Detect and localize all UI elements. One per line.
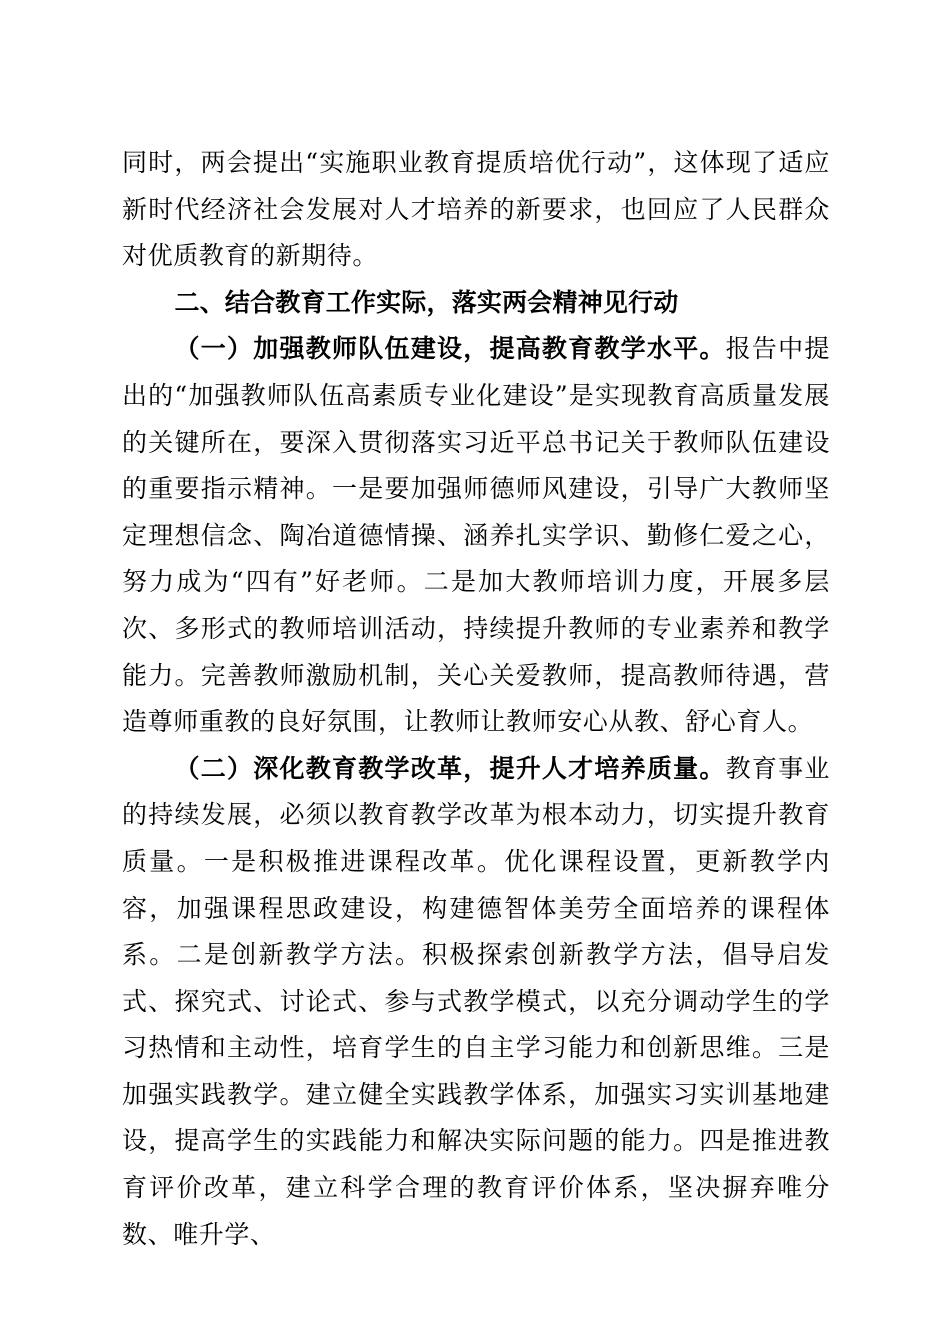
section-2-lead: （二）深化教育教学改革，提升人才培养质量。 — [174, 753, 726, 783]
section-heading: 二、结合教育工作实际，落实两会精神见行动 — [174, 287, 679, 317]
paragraph-intro: 同时，两会提出“实施职业教育提质培优行动”，这体现了适应新时代经济社会发展对人才培养的新要求，也回应了人民群众对优质教育的新期待。 — [122, 148, 830, 271]
paragraph-section-1 — [122, 326, 830, 745]
paragraph-section-2 — [122, 746, 830, 1259]
section-1-body: 报告中提出的“加强教师队伍高素质专业化建设”是实现教育高质量发展的关键所在，要深入贯彻落实习近平总书记关于教师队伍建设的重要指示精神。一是要加强师德师风建设，引导广大教师坚定理想信念、陶冶道德情操、涵养扎实学识、勤修仁爱之心，努力成为“四有”好老师。二是加大教师培训力度，开展多层次、多形式的教师培训活动，持续提升教师的专业素养和教学能力。完善教师激励机制，关心关爱教师，提高教师待遇，营造尊师重教的良好氛围，让教师让教师安心从教、舒心育人。 — [122, 334, 830, 737]
section-2-body: 教育事业的持续发展，必须以教育教学改革为根本动力，切实提升教育质量。一是积极推进课程改革。优化课程设置，更新教学内容，加强课程思政建设，构建德智体美劳全面培养的课程体系。二是创新教学方法。积极探索创新教学方法，倡导启发式、探究式、讨论式、参与式教学模式，以充分调动学生的学习热情和主动性，培育学生的自主学习能力和创新思维。三是加强实践教学。建立健全实践教学体系，加强实习实训基地建设，提高学生的实践能力和解决实际问题的能力。四是推进教育评价改革，建立科学合理的教育评价体系，坚决摒弃唯分数、唯升学、 — [122, 753, 830, 1249]
section-1-lead: （一）加强教师队伍建设，提高教育教学水平。 — [174, 334, 726, 364]
document-body — [122, 140, 830, 1258]
